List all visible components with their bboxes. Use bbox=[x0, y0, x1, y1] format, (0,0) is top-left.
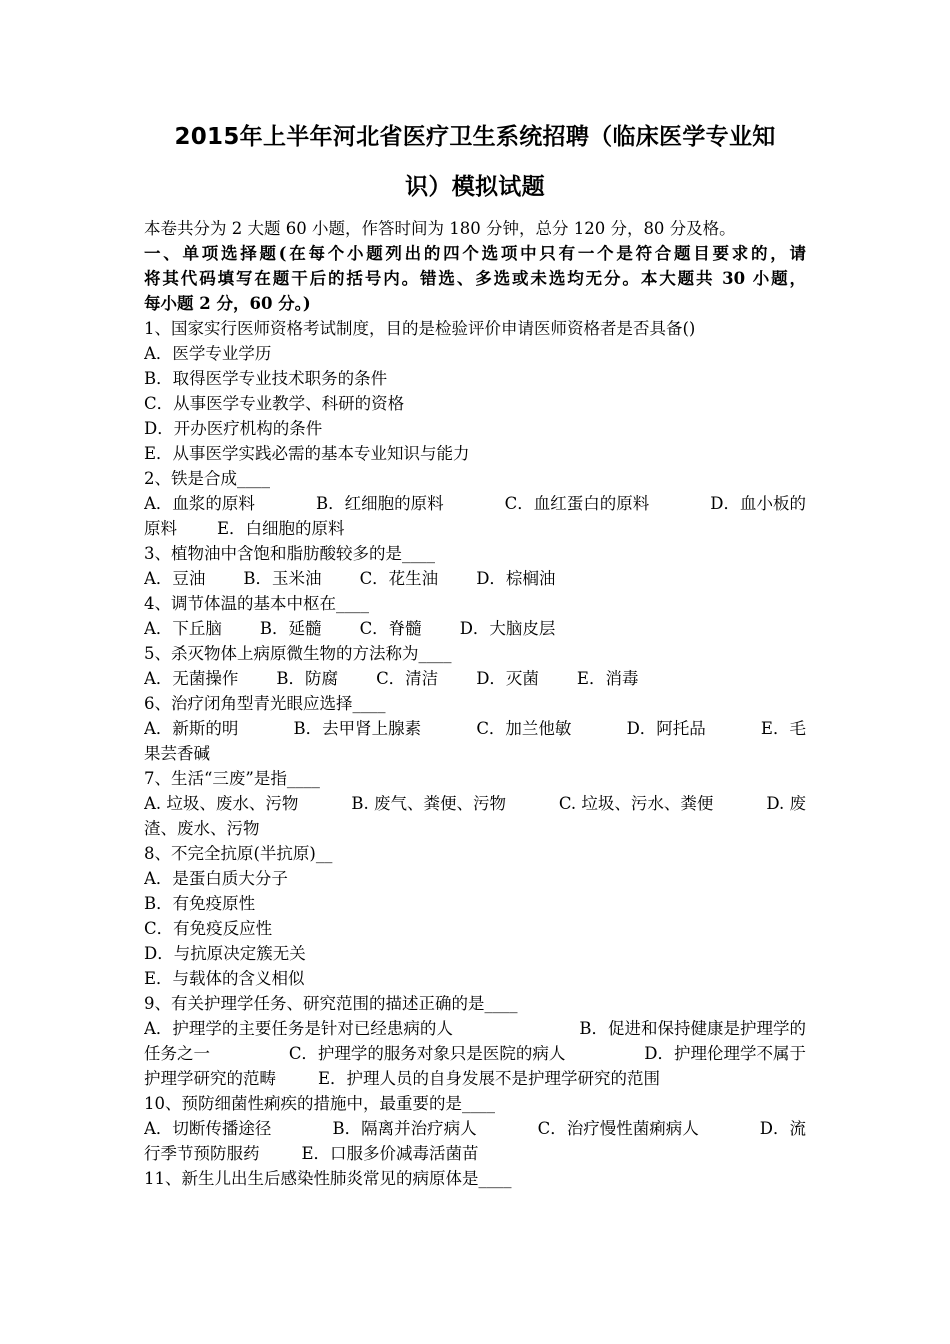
question-5-option-d: D．灭菌 bbox=[476, 669, 539, 688]
question-6-option-e: E．毛 bbox=[760, 719, 806, 738]
question-9-option-b: B．促进和保持健康是护理学的 bbox=[579, 1019, 806, 1038]
question-4-option-a: A．下丘脑 bbox=[144, 619, 222, 638]
question-7-option-d: D. 废 bbox=[766, 794, 806, 813]
question-3-option-d: D．棕榈油 bbox=[476, 569, 556, 588]
question-6-option-b: B．去甲肾上腺素 bbox=[293, 719, 422, 738]
question-5-stem: 5、杀灭物体上病原微生物的方法称为____ bbox=[144, 644, 452, 663]
question-2-option-d: D．血小板的 bbox=[710, 494, 806, 513]
question-8-option-d: D．与抗原决定簇无关 bbox=[144, 944, 306, 963]
question-7-options-line2: 渣、废水、污物 bbox=[144, 819, 260, 838]
question-9-option-a: A．护理学的主要任务是针对已经患病的人 bbox=[144, 1019, 453, 1038]
question-6-options-line2: 果芸香碱 bbox=[144, 744, 210, 763]
question-6-stem: 6、治疗闭角型青光眼应选择____ bbox=[144, 694, 386, 713]
section-heading-line2: 将其代码填写在题干后的括号内。错选、多选或未选均无分。本大题共 30 小题， bbox=[144, 269, 806, 288]
question-9-stem: 9、有关护理学任务、研究范围的描述正确的是____ bbox=[144, 994, 518, 1013]
question-1-option-d: D．开办医疗机构的条件 bbox=[144, 419, 323, 438]
question-4-option-b: B．延髓 bbox=[259, 619, 322, 638]
question-3-options bbox=[144, 566, 806, 591]
question-5-option-e: E．消毒 bbox=[576, 669, 639, 688]
question-9-option-b-cont: 任务之一 bbox=[144, 1044, 210, 1063]
question-5-option-a: A．无菌操作 bbox=[144, 669, 239, 688]
question-8-option-c: C．有免疫反应性 bbox=[144, 919, 273, 938]
question-9-options-line1 bbox=[144, 1016, 806, 1041]
question-10-option-d-cont: 行季节预防服药 bbox=[144, 1144, 260, 1163]
question-9-options-line3 bbox=[144, 1066, 806, 1091]
question-2-option-a: A．血浆的原料 bbox=[144, 494, 255, 513]
question-9-option-d-cont: 护理学研究的范畴 bbox=[144, 1069, 276, 1088]
question-10-option-e: E．口服多价减毒活菌苗 bbox=[301, 1144, 479, 1163]
question-1-stem: 1、国家实行医师资格考试制度，目的是检验评价申请医师资格者是否具备() bbox=[144, 319, 696, 338]
question-4-options bbox=[144, 616, 806, 641]
question-7-stem: 7、生活“三废”是指____ bbox=[144, 769, 320, 788]
question-6-option-c: C．加兰他敏 bbox=[476, 719, 572, 738]
question-7-options-line1 bbox=[144, 791, 806, 816]
question-3-option-b: B．玉米油 bbox=[243, 569, 322, 588]
question-2-option-c: C．血红蛋白的原料 bbox=[504, 494, 650, 513]
question-1-option-c: C．从事医学专业教学、科研的资格 bbox=[144, 394, 405, 413]
question-9-option-c: C．护理学的服务对象只是医院的病人 bbox=[288, 1044, 566, 1063]
question-11-stem: 11、新生儿出生后感染性肺炎常见的病原体是____ bbox=[144, 1169, 512, 1188]
document-title-line1: 2015年上半年河北省医疗卫生系统招聘（临床医学专业知 bbox=[174, 124, 776, 150]
question-1-option-a: A．医学专业学历 bbox=[144, 344, 272, 363]
question-2-options-line2 bbox=[144, 516, 806, 541]
question-6-options-line1 bbox=[144, 716, 806, 741]
question-10-option-b: B．隔离并治疗病人 bbox=[332, 1119, 477, 1138]
exam-intro: 本卷共分为 2 大题 60 小题，作答时间为 180 分钟，总分 120 分，80 分及格。 bbox=[144, 219, 736, 238]
question-2-stem: 2、铁是合成____ bbox=[144, 469, 270, 488]
section-heading-line1: 一、单项选择题(在每个小题列出的四个选项中只有一个是符合题目要求的，请 bbox=[144, 244, 806, 263]
question-3-stem: 3、植物油中含饱和脂肪酸较多的是____ bbox=[144, 544, 435, 563]
question-4-option-c: C．脊髓 bbox=[359, 619, 422, 638]
question-10-option-c: C．治疗慢性菌痢病人 bbox=[537, 1119, 699, 1138]
question-1-option-b: B．取得医学专业技术职务的条件 bbox=[144, 369, 388, 388]
question-1-option-e: E．从事医学实践必需的基本专业知识与能力 bbox=[144, 444, 470, 463]
question-6-option-a: A．新斯的明 bbox=[144, 719, 239, 738]
question-9-options-line2 bbox=[144, 1041, 806, 1066]
question-2-option-d-cont: 原料 bbox=[144, 519, 177, 538]
question-10-option-d: D．流 bbox=[759, 1119, 806, 1138]
question-3-option-c: C．花生油 bbox=[359, 569, 439, 588]
question-8-stem: 8、不完全抗原(半抗原)__ bbox=[144, 844, 333, 863]
question-9-option-e: E．护理人员的自身发展不是护理学研究的范围 bbox=[318, 1069, 661, 1088]
document-page bbox=[144, 112, 806, 1191]
question-7-option-c: C. 垃圾、污水、粪便 bbox=[558, 794, 714, 813]
question-5-options bbox=[144, 666, 806, 691]
question-10-options-line2 bbox=[144, 1141, 806, 1166]
question-10-options-line1 bbox=[144, 1116, 806, 1141]
question-8-option-a: A．是蛋白质大分子 bbox=[144, 869, 288, 888]
question-6-option-d: D．阿托品 bbox=[626, 719, 706, 738]
question-5-option-b: B．防腐 bbox=[276, 669, 339, 688]
question-8-option-b: B．有免疫原性 bbox=[144, 894, 256, 913]
question-4-option-d: D．大脑皮层 bbox=[459, 619, 556, 638]
question-10-option-a: A．切断传播途径 bbox=[144, 1119, 272, 1138]
section-heading-line3: 每小题 2 分，60 分。) bbox=[144, 294, 311, 313]
question-2-option-e: E．白细胞的原料 bbox=[217, 519, 345, 538]
question-2-options-line1 bbox=[144, 491, 806, 516]
question-9-option-d: D．护理伦理学不属于 bbox=[644, 1044, 806, 1063]
question-7-option-a: A. 垃圾、废水、污物 bbox=[144, 794, 299, 813]
question-2-option-b: B．红细胞的原料 bbox=[315, 494, 444, 513]
question-7-option-b: B. 废气、粪便、污物 bbox=[351, 794, 506, 813]
question-5-option-c: C．清洁 bbox=[376, 669, 439, 688]
question-8-option-e: E．与载体的含义相似 bbox=[144, 969, 305, 988]
document-title-line2: 识）模拟试题 bbox=[405, 174, 545, 200]
question-3-option-a: A．豆油 bbox=[144, 569, 206, 588]
question-10-stem: 10、预防细菌性痢疾的措施中，最重要的是____ bbox=[144, 1094, 495, 1113]
question-4-stem: 4、调节体温的基本中枢在____ bbox=[144, 594, 369, 613]
